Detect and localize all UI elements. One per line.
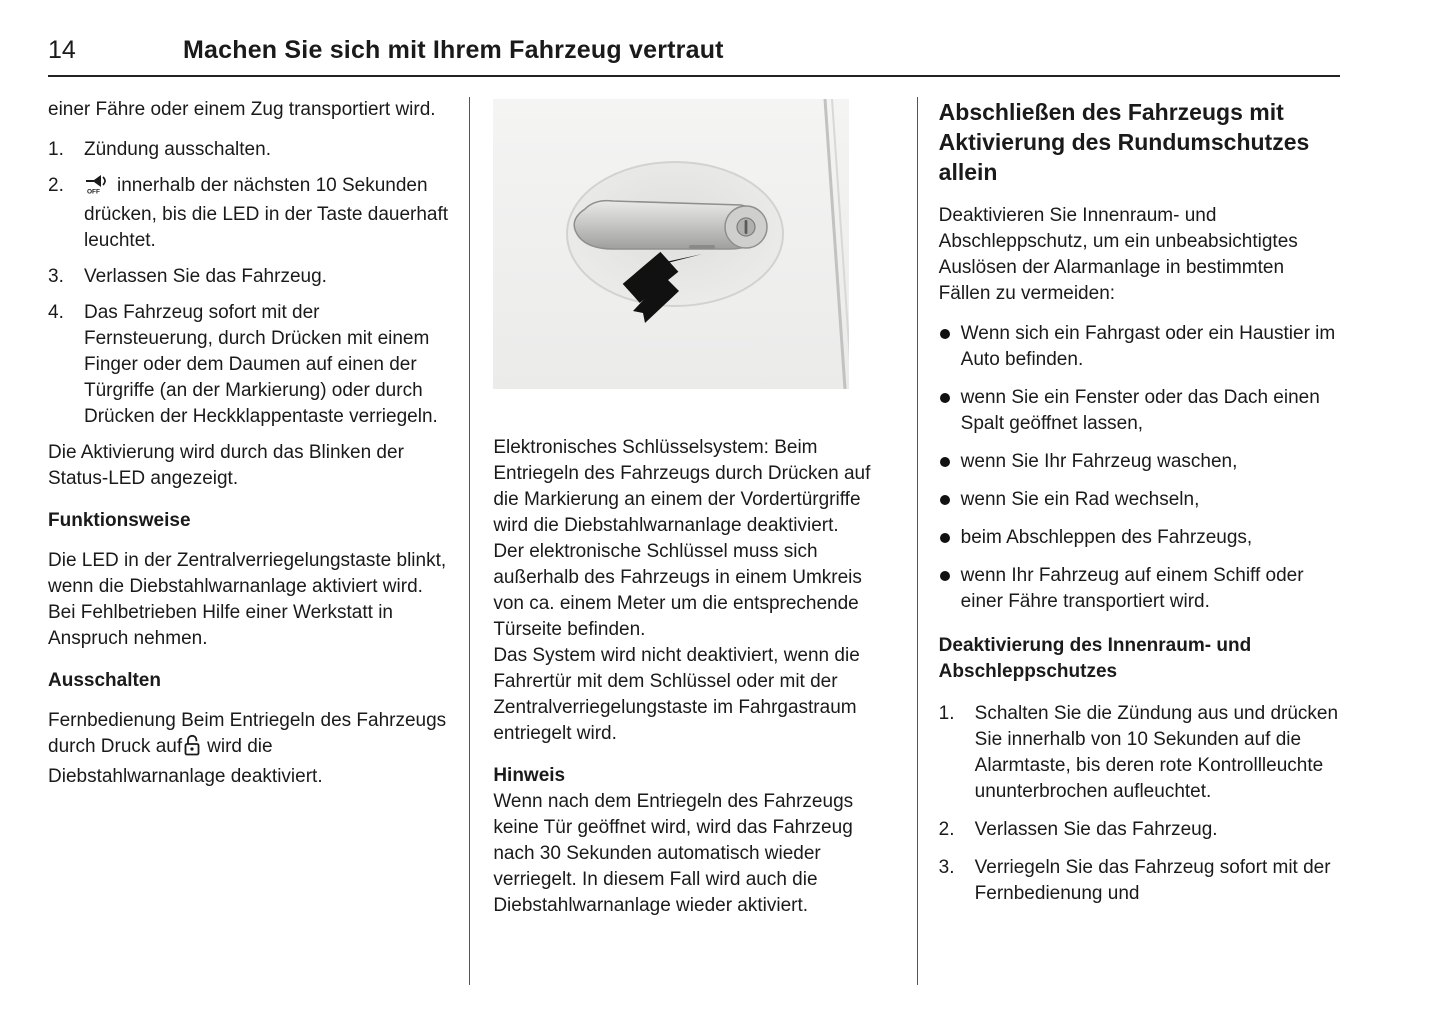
no-deactivate-paragraph: Das System wird nicht deaktiviert, wenn die Fahrertür mit dem Schlüssel oder mit der Zentralverriegelungstaste im Fahrgastraum entriegelt wird.: [493, 645, 860, 744]
bullet-marker: [939, 321, 961, 373]
list-item-text-content: innerhalb der nächsten 10 Sekunden drücken, bis die LED in der Taste dauerhaft leuchtet.: [84, 175, 449, 251]
list-item: [48, 173, 451, 254]
svg-text:OFF: OFF: [87, 188, 100, 194]
list-item: [48, 300, 451, 430]
bullet-text: wenn Sie ein Fenster oder das Dach einen Spalt geöffnet lassen,: [960, 387, 1320, 434]
left-column: [48, 97, 469, 985]
page-title: Machen Sie sich mit Ihrem Fahrzeug vertraut: [183, 36, 724, 64]
list-item-number: 1.: [48, 139, 64, 160]
list-item-text: Verriegeln Sie das Fahrzeug sofort mit der Fernbedienung und: [974, 857, 1331, 904]
bullet-text: wenn Sie Ihr Fahrzeug waschen,: [960, 451, 1238, 472]
list-item: [48, 137, 451, 163]
intro-paragraph: einer Fähre oder einem Zug transportiert wird.: [48, 99, 436, 120]
list-item: [939, 701, 1340, 805]
werkstatt-paragraph: Bei Fehlbetrieben Hilfe einer Werkstatt in Anspruch nehmen.: [48, 602, 393, 649]
bullet-item: [939, 487, 1340, 513]
bullet-text: wenn Ihr Fahrzeug auf einem Schiff oder einer Fähre transportiert wird.: [960, 565, 1304, 612]
bullet-marker: [939, 385, 961, 437]
door-handle-illustration: [493, 99, 849, 389]
bullet-text: beim Abschleppen des Fahrzeugs,: [960, 527, 1253, 548]
bullet-marker: [939, 487, 961, 513]
section-heading-ausschalten: Ausschalten: [48, 670, 161, 691]
right-column: [918, 97, 1340, 985]
key-range-paragraph: Der elektronische Schlüssel muss sich außerhalb des Fahrzeugs in einem Umkreis von ca. einem Meter um die entsprechende Türseite befinden.: [493, 541, 862, 640]
unlock-icon: [184, 734, 201, 764]
section-heading-deaktivierung: Deaktivierung des Innenraum- und Abschleppschutzes: [938, 635, 1252, 682]
bullet-item: [939, 525, 1340, 551]
list-item-number: 2.: [938, 819, 955, 840]
list-item-text: Verlassen Sie das Fahrzeug.: [84, 266, 327, 287]
list-item: [939, 855, 1340, 907]
header-rule: [48, 75, 1340, 77]
list-item-text: Schalten Sie die Zündung aus und drücken Sie innerhalb von 10 Sekunden auf die Alarmtaste, bis deren rote Kontrollleuchte ununterbrochen aufleuchtet.: [974, 703, 1339, 802]
bullet-marker: [939, 449, 961, 475]
list-item: [939, 817, 1340, 843]
list-item-text: Das Fahrzeug sofort mit der Fernsteuerung, durch Drücken mit einem Finger oder dem Daumen auf einen der Türgriffe (an der Markierung) oder durch Drücken der Heckklappentaste verriegeln.: [84, 302, 438, 427]
page-header: [0, 0, 1445, 75]
list-item-number: 3.: [48, 266, 64, 287]
note-paragraph: Wenn nach dem Entriegeln des Fahrzeugs keine Tür geöffnet wird, wird das Fahrzeug nach 30 Sekunden automatisch wieder verriegelt. In diesem Fall wird auch die Diebstahlwarnanlage wieder aktiviert.: [493, 791, 854, 916]
bullet-text: Wenn sich ein Fahrgast oder ein Haustier im Auto befinden.: [960, 323, 1336, 370]
section-heading-abschliessen: Abschließen des Fahrzeugs mit Aktivierung des Rundumschutzes allein: [938, 99, 1310, 185]
deactivate-intro-paragraph: Deaktivieren Sie Innenraum- und Abschleppschutz, um ein unbeabsichtigtes Auslösen der Alarmanlage in bestimmten Fällen zu vermeiden:: [938, 205, 1298, 304]
list-item-number: 2.: [48, 175, 64, 196]
bullet-text: wenn Sie ein Rad wechseln,: [960, 489, 1200, 510]
list-item-text: [84, 173, 451, 254]
bullet-item: [939, 385, 1340, 437]
list-item: [48, 264, 451, 290]
led-paragraph: Die LED in der Zentralverriegelungstaste blinkt, wenn die Diebstahlwarnanlage aktiviert wird.: [48, 550, 447, 597]
remote-unlock-paragraph: [48, 708, 451, 790]
section-heading-funktionsweise: Funktionsweise: [48, 510, 191, 531]
list-item-text: Verlassen Sie das Fahrzeug.: [974, 819, 1218, 840]
bullet-marker: [939, 525, 961, 551]
remote-unlock-text-2: wird die Diebstahlwarnanlage deaktiviert.: [48, 736, 323, 787]
list-item-number: 3.: [938, 857, 955, 878]
list-item-number: 1.: [938, 703, 955, 724]
bullet-item: [939, 321, 1340, 373]
list-item-number: 4.: [48, 302, 64, 323]
bullet-item: [939, 449, 1340, 475]
activation-paragraph: Die Aktivierung wird durch das Blinken der Status-LED angezeigt.: [48, 442, 404, 489]
key-system-paragraph: Elektronisches Schlüsselsystem: Beim Entriegeln des Fahrzeugs durch Drücken auf die Markierung an einem der Vordertürgriffe wird die Diebstahlwarnanlage deaktiviert.: [493, 437, 871, 536]
note-heading: Hinweis: [493, 765, 566, 786]
list-item-text: Zündung ausschalten.: [84, 139, 271, 160]
page-number: 14: [48, 36, 76, 64]
alarm-horn-off-icon: [84, 174, 110, 202]
remote-unlock-text-1: Fernbedienung Beim Entriegeln des Fahrzeugs durch Druck auf: [48, 710, 447, 757]
middle-column: [470, 97, 916, 985]
bullet-marker: [939, 563, 961, 615]
bullet-item: [939, 563, 1340, 615]
page-content: [48, 97, 1340, 985]
